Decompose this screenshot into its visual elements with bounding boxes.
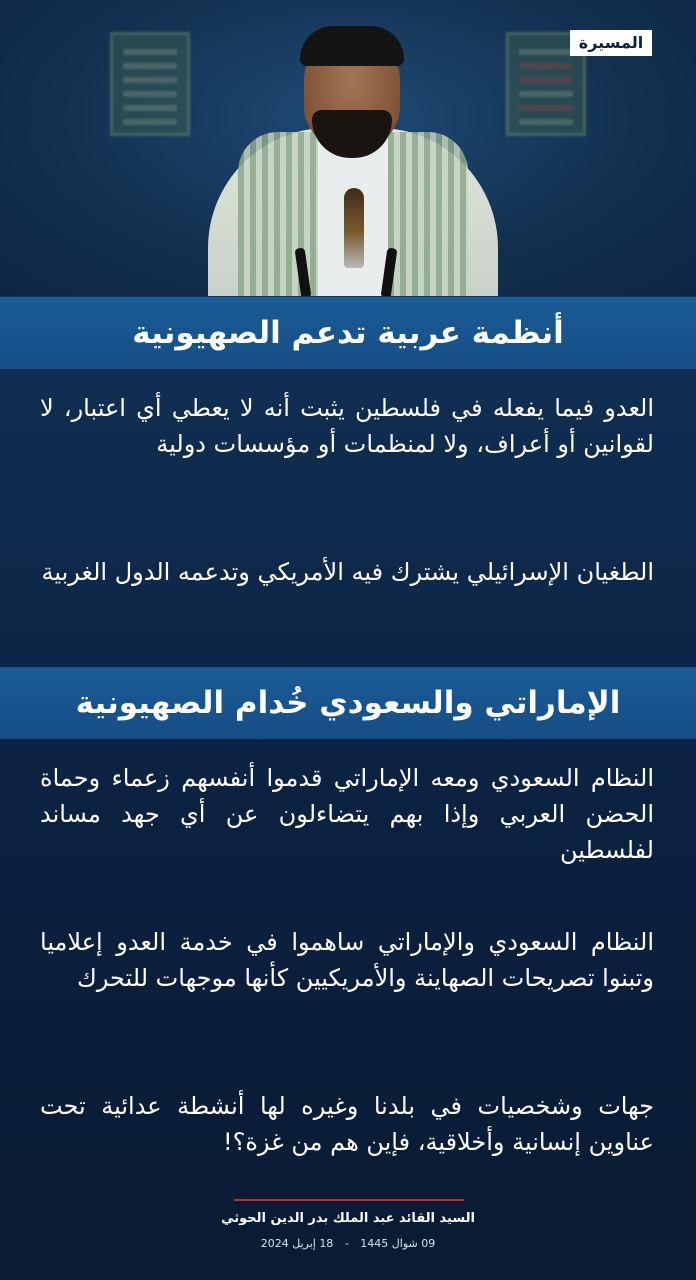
date-line <box>0 1236 696 1252</box>
date-hijri: 09 شوال 1445 <box>360 1237 436 1250</box>
date-separator: - <box>344 1237 349 1250</box>
background-plaque-left <box>110 32 190 136</box>
section-title-bar <box>0 667 696 739</box>
brand-logo-text: المسيرة <box>578 33 644 52</box>
speaker-name: السيد القائد عبد الملك بدر الدين الحوثي <box>221 1211 475 1226</box>
paragraph: جهات وشخصيات في بلدنا وغيره لها أنشطة عدائية تحت عناوين إنسانية وأخلاقية، فإين هم من غزة؟! <box>40 1092 654 1156</box>
brand-logo <box>570 30 652 56</box>
section-title: أنظمة عربية تدعم الصهيونية <box>132 315 564 351</box>
paragraph: العدو فيما يفعله في فلسطين يثبت أنه لا يعطي أي اعتبار، لا لقوانين أو أعراف، ولا لمنظمات أو مؤسسات دولية <box>40 394 654 458</box>
dagger-icon <box>344 188 364 268</box>
speaker-figure <box>208 20 498 296</box>
section-title: الإماراتي والسعودي خُدام الصهيونية <box>75 685 621 721</box>
section-title-bar <box>0 297 696 369</box>
footer-divider <box>234 1199 464 1201</box>
paragraph: النظام السعودي ومعه الإماراتي قدموا أنفسهم زعماء وحماة الحضن العربي وإذا بهم يتضاءلون عن أي جهد مساند لفلسطين <box>40 764 654 864</box>
speaker-photo <box>0 0 696 296</box>
paragraph: النظام السعودي والإماراتي ساهموا في خدمة العدو إعلاميا وتبنوا تصريحات الصهاينة والأمريكيين كأنها موجهات للتحرك <box>40 928 654 992</box>
date-gregorian: 18 إبريل 2024 <box>260 1237 334 1250</box>
paragraph: الطغيان الإسرائيلي يشترك فيه الأمريكي وتدعمه الدول الغربية <box>41 558 654 586</box>
